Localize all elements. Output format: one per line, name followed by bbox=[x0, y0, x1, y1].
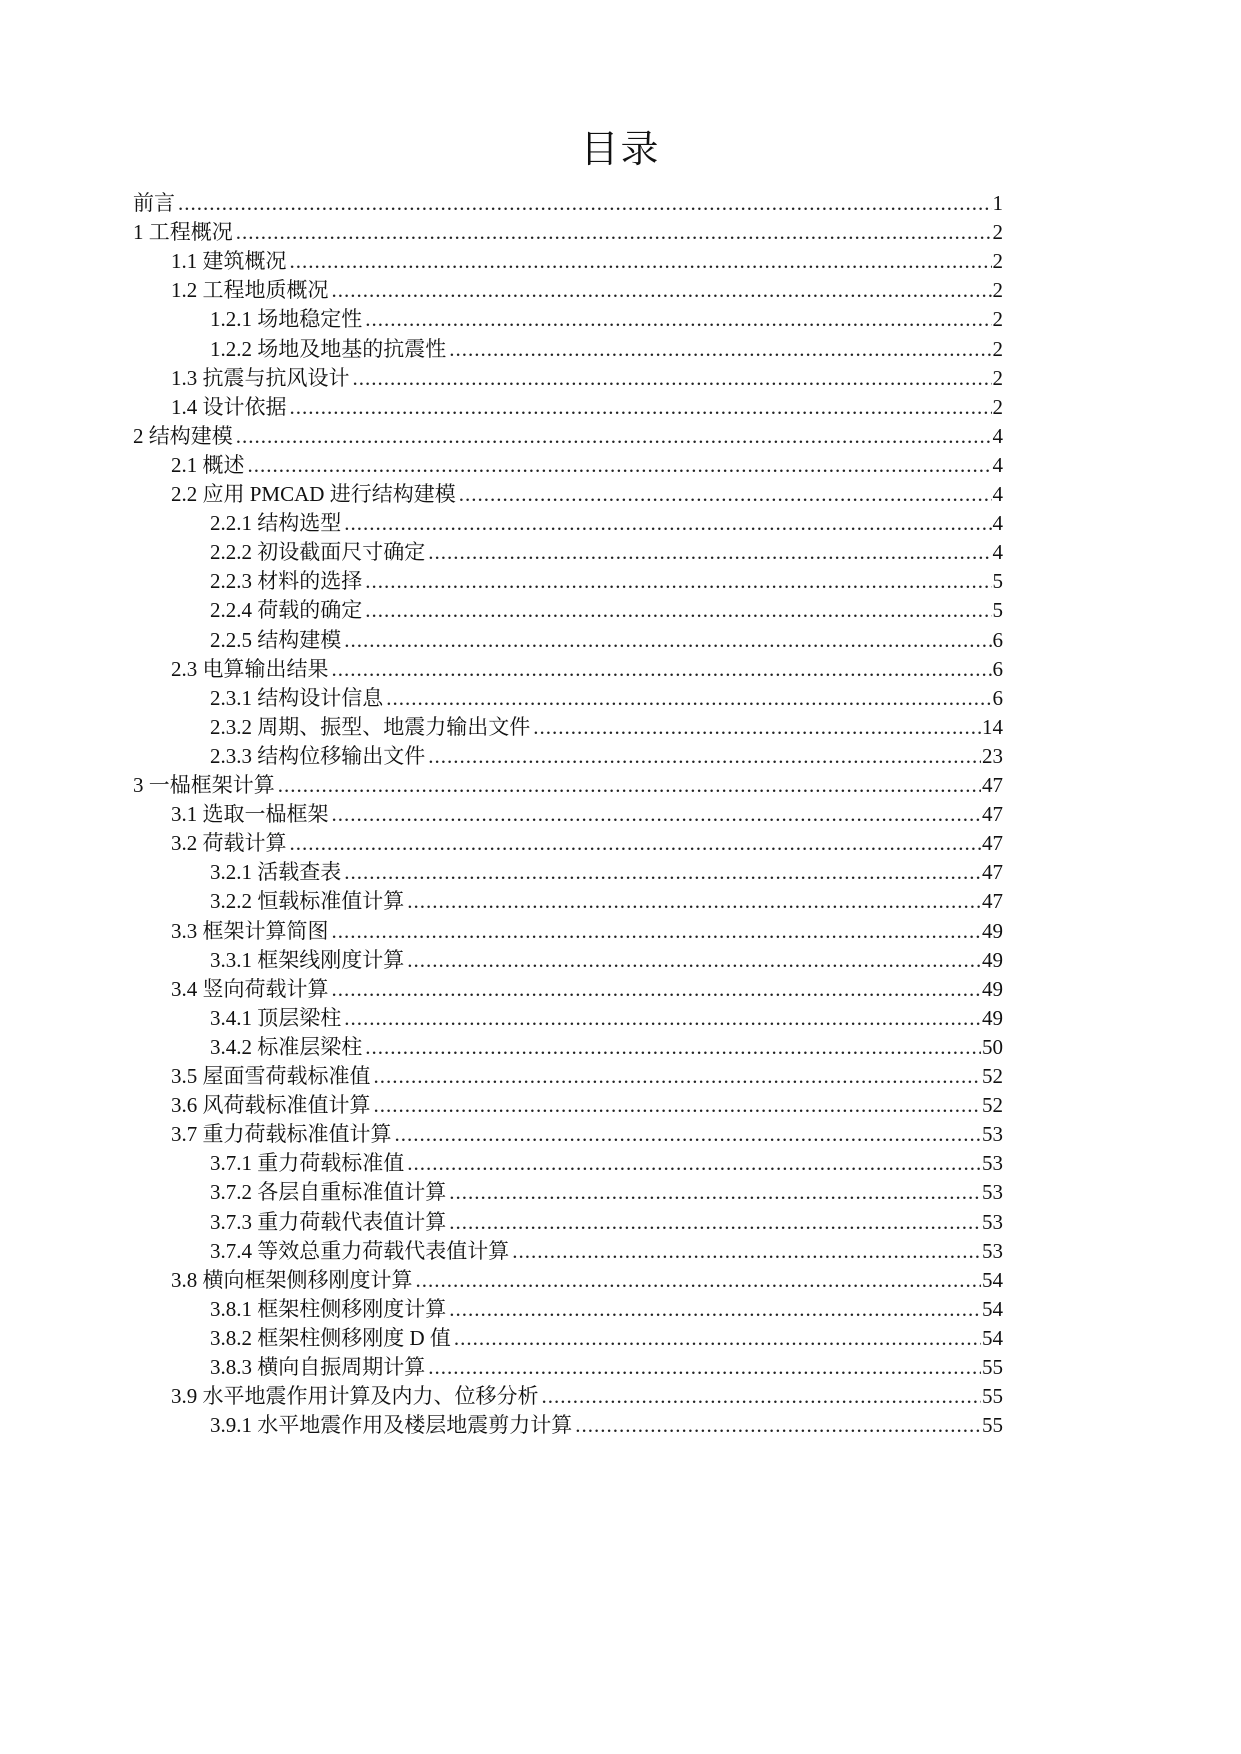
toc-entry-label: 2.3.2 周期、振型、地震力输出文件 bbox=[210, 714, 531, 739]
toc-entry[interactable] bbox=[210, 740, 1003, 772]
dot-leader bbox=[365, 594, 991, 626]
toc-page-number: 4 bbox=[992, 482, 1003, 506]
dot-leader bbox=[290, 827, 982, 859]
dot-leader bbox=[278, 769, 981, 801]
toc-entry[interactable] bbox=[210, 944, 1003, 976]
toc-page-number: 49 bbox=[982, 1005, 1003, 1030]
dot-leader bbox=[407, 885, 981, 917]
toc-page-number: 53 bbox=[982, 1209, 1003, 1234]
toc-entry[interactable] bbox=[210, 1351, 1003, 1383]
dot-leader bbox=[395, 1118, 982, 1150]
toc-page-number: 54 bbox=[982, 1296, 1003, 1321]
dot-leader bbox=[459, 478, 992, 510]
toc-entry-label: 2.3.1 结构设计信息 bbox=[210, 685, 384, 710]
toc-entry[interactable] bbox=[133, 187, 1003, 219]
dot-leader bbox=[454, 1322, 981, 1354]
toc-page-number: 49 bbox=[982, 947, 1003, 972]
toc-page-number: 2 bbox=[992, 394, 1003, 419]
dot-leader bbox=[248, 449, 992, 481]
toc-entry-label: 3.3.1 框架线刚度计算 bbox=[210, 947, 405, 972]
dot-leader bbox=[365, 565, 991, 597]
toc-entry-label: 2.2.1 结构选型 bbox=[210, 511, 342, 536]
dot-leader bbox=[290, 245, 992, 277]
dot-leader bbox=[365, 303, 991, 335]
toc-page-number: 4 bbox=[992, 452, 1003, 477]
dot-leader bbox=[407, 944, 981, 976]
toc-entry[interactable] bbox=[171, 391, 1003, 423]
toc-page-number: 5 bbox=[992, 598, 1003, 623]
dot-leader bbox=[374, 1089, 982, 1121]
toc-page-number: 52 bbox=[982, 1093, 1003, 1118]
toc-page-number: 55 bbox=[982, 1384, 1003, 1409]
dot-leader bbox=[449, 1176, 981, 1208]
toc-entry[interactable] bbox=[210, 856, 1003, 888]
toc-page-number: 2 bbox=[992, 220, 1003, 245]
toc-entry[interactable] bbox=[210, 536, 1003, 568]
toc-entry-label: 3.9.1 水平地震作用及楼层地震剪力计算 bbox=[210, 1413, 573, 1438]
toc-page-number: 53 bbox=[982, 1151, 1003, 1176]
toc-entry-label: 1.1 建筑概况 bbox=[171, 249, 287, 274]
toc-page-number: 6 bbox=[992, 627, 1003, 652]
dot-leader bbox=[512, 1235, 981, 1267]
toc-entry[interactable] bbox=[171, 1118, 1003, 1150]
dot-leader bbox=[428, 1351, 981, 1383]
dot-leader bbox=[178, 187, 992, 219]
dot-leader bbox=[386, 682, 991, 714]
toc-entry-label: 3.2.1 活载查表 bbox=[210, 860, 342, 885]
toc-entry-label: 2.2.4 荷载的确定 bbox=[210, 598, 363, 623]
dot-leader bbox=[449, 1206, 981, 1238]
toc-entry[interactable] bbox=[171, 915, 1003, 947]
dot-leader bbox=[542, 1380, 982, 1412]
dot-leader bbox=[332, 915, 982, 947]
toc-entry-label: 3.4.2 标准层梁柱 bbox=[210, 1034, 363, 1059]
toc-page-number: 52 bbox=[982, 1064, 1003, 1088]
toc-entry-label: 3.8.2 框架柱侧移刚度 D 值 bbox=[210, 1325, 451, 1350]
dot-leader bbox=[344, 1002, 981, 1034]
dot-leader bbox=[428, 740, 981, 772]
toc-entry[interactable] bbox=[210, 565, 1003, 597]
dot-leader bbox=[344, 507, 991, 539]
toc-page-number: 55 bbox=[982, 1413, 1003, 1438]
toc-entry[interactable] bbox=[210, 594, 1003, 626]
toc-entry[interactable] bbox=[210, 711, 1003, 743]
toc-entry-label: 2.2 应用 PMCAD 进行结构建模 bbox=[171, 482, 456, 506]
dot-leader bbox=[428, 536, 991, 568]
dot-leader bbox=[533, 711, 981, 743]
dot-leader bbox=[236, 420, 992, 452]
dot-leader bbox=[353, 362, 992, 394]
toc-entry[interactable] bbox=[210, 682, 1003, 714]
toc-page-number: 6 bbox=[992, 656, 1003, 681]
toc-entry[interactable] bbox=[171, 274, 1003, 306]
toc-page-number: 54 bbox=[982, 1267, 1003, 1292]
toc-entry-label: 2.3.3 结构位移输出文件 bbox=[210, 743, 426, 768]
toc-entry[interactable] bbox=[133, 769, 1003, 801]
toc-entry-label: 3.3 框架计算简图 bbox=[171, 918, 329, 943]
toc-entry-label: 1.2.1 场地稳定性 bbox=[210, 307, 363, 332]
toc-page-number: 49 bbox=[982, 918, 1003, 943]
toc-page-number: 47 bbox=[982, 860, 1003, 885]
toc-page-number: 53 bbox=[982, 1122, 1003, 1147]
toc-page-number: 2 bbox=[992, 365, 1003, 390]
toc-entry-label: 3.7.3 重力荷载代表值计算 bbox=[210, 1209, 447, 1234]
toc-entry[interactable] bbox=[210, 885, 1003, 917]
toc-page-number: 53 bbox=[982, 1180, 1003, 1205]
toc-entry-label: 2.3 电算输出结果 bbox=[171, 656, 329, 681]
toc-entry-label: 3.6 风荷载标准值计算 bbox=[171, 1093, 371, 1118]
toc-entry-label: 3.2 荷载计算 bbox=[171, 831, 287, 856]
toc-entry-label: 1 工程概况 bbox=[133, 220, 233, 245]
toc-entry[interactable] bbox=[171, 1060, 1003, 1092]
toc-entry[interactable] bbox=[171, 798, 1003, 830]
toc-entry-label: 3.8.1 框架柱侧移刚度计算 bbox=[210, 1296, 447, 1321]
toc-entry-label: 3.8 横向框架侧移刚度计算 bbox=[171, 1267, 413, 1292]
toc-page-number: 47 bbox=[982, 889, 1003, 914]
toc-entry-label: 2.1 概述 bbox=[171, 452, 245, 477]
toc-entry-label: 3.7 重力荷载标准值计算 bbox=[171, 1122, 392, 1147]
toc-entry[interactable] bbox=[210, 1235, 1003, 1267]
toc-entry-label: 1.4 设计依据 bbox=[171, 394, 287, 419]
dot-leader bbox=[236, 216, 992, 248]
toc-entry-label: 2.2.5 结构建模 bbox=[210, 627, 342, 652]
toc-entry[interactable] bbox=[133, 216, 1003, 248]
toc-entry-label: 3.8.3 横向自振周期计算 bbox=[210, 1355, 426, 1379]
toc-entry[interactable] bbox=[171, 478, 1003, 510]
toc-page-number: 55 bbox=[982, 1355, 1003, 1379]
toc-entry[interactable] bbox=[171, 1380, 1003, 1412]
toc-entry-label: 2 结构建模 bbox=[133, 423, 233, 448]
toc-entry[interactable] bbox=[171, 827, 1003, 859]
dot-leader bbox=[449, 1293, 981, 1325]
toc-entry[interactable] bbox=[171, 1264, 1003, 1296]
dot-leader bbox=[416, 1264, 982, 1296]
toc-entry-label: 2.2.3 材料的选择 bbox=[210, 569, 363, 594]
toc-entry[interactable] bbox=[210, 624, 1003, 656]
toc-page-number: 53 bbox=[982, 1238, 1003, 1263]
toc-page-number: 2 bbox=[992, 249, 1003, 274]
toc-entry-label: 3 一榀框架计算 bbox=[133, 773, 275, 797]
toc-page-number: 1 bbox=[992, 191, 1003, 215]
toc-entry[interactable] bbox=[171, 653, 1003, 685]
toc-entry[interactable] bbox=[171, 362, 1003, 394]
toc-entry[interactable] bbox=[210, 1147, 1003, 1179]
toc-page-number: 49 bbox=[982, 976, 1003, 1001]
dot-leader bbox=[332, 973, 982, 1005]
toc-entry-label: 3.7.4 等效总重力荷载代表值计算 bbox=[210, 1238, 510, 1263]
toc-entry[interactable] bbox=[210, 1206, 1003, 1238]
toc-entry[interactable] bbox=[210, 1002, 1003, 1034]
dot-leader bbox=[449, 333, 991, 365]
toc-entry[interactable] bbox=[210, 1293, 1003, 1325]
toc-entry-label: 3.2.2 恒载标准值计算 bbox=[210, 889, 405, 914]
toc-page-number: 23 bbox=[982, 743, 1003, 768]
dot-leader bbox=[332, 798, 982, 830]
toc-entry[interactable] bbox=[210, 1176, 1003, 1208]
toc-entry[interactable] bbox=[171, 1089, 1003, 1121]
page-title: 目录 bbox=[580, 127, 661, 171]
toc-entry[interactable] bbox=[210, 1322, 1003, 1354]
toc-page-number: 4 bbox=[992, 511, 1003, 536]
toc-page-number: 4 bbox=[992, 540, 1003, 565]
toc-entry-label: 3.7.1 重力荷载标准值 bbox=[210, 1151, 405, 1176]
toc-page-number: 47 bbox=[982, 773, 1003, 797]
toc-page-number: 6 bbox=[992, 685, 1003, 710]
dot-leader bbox=[575, 1409, 981, 1441]
toc-page-number: 2 bbox=[992, 278, 1003, 303]
toc-entry-label: 3.1 选取一榀框架 bbox=[171, 802, 329, 827]
toc-page-number: 5 bbox=[992, 569, 1003, 594]
dot-leader bbox=[407, 1147, 981, 1179]
dot-leader bbox=[344, 856, 981, 888]
toc-entry-label: 前言 bbox=[133, 191, 175, 215]
toc-page-number: 47 bbox=[982, 802, 1003, 827]
toc-page-number: 50 bbox=[982, 1034, 1003, 1059]
dot-leader bbox=[365, 1031, 981, 1063]
toc-page-number: 47 bbox=[982, 831, 1003, 856]
dot-leader bbox=[332, 653, 992, 685]
toc-entry[interactable] bbox=[171, 449, 1003, 481]
toc-entry[interactable] bbox=[210, 1409, 1003, 1441]
toc-page-number: 14 bbox=[982, 714, 1003, 739]
toc-entry[interactable] bbox=[210, 303, 1003, 335]
toc-entry-label: 2.2.2 初设截面尺寸确定 bbox=[210, 540, 426, 565]
toc-entry-label: 3.4.1 顶层梁柱 bbox=[210, 1005, 342, 1030]
toc-entry-label: 3.9 水平地震作用计算及内力、位移分析 bbox=[171, 1384, 539, 1409]
toc-entry-label: 3.5 屋面雪荷载标准值 bbox=[171, 1064, 371, 1088]
toc-page-number: 4 bbox=[992, 423, 1003, 448]
dot-leader bbox=[332, 274, 992, 306]
dot-leader bbox=[290, 391, 992, 423]
toc-entry-label: 1.3 抗震与抗风设计 bbox=[171, 365, 350, 390]
toc-page-number: 54 bbox=[982, 1325, 1003, 1350]
toc-entry[interactable] bbox=[133, 420, 1003, 452]
toc-entry[interactable] bbox=[210, 333, 1003, 365]
toc-entry-label: 1.2.2 场地及地基的抗震性 bbox=[210, 336, 447, 361]
toc-entry[interactable] bbox=[171, 245, 1003, 277]
toc-entry-label: 3.7.2 各层自重标准值计算 bbox=[210, 1180, 447, 1205]
toc-entry[interactable] bbox=[210, 507, 1003, 539]
toc-entry-label: 3.4 竖向荷载计算 bbox=[171, 976, 329, 1001]
toc-entry[interactable] bbox=[171, 973, 1003, 1005]
toc-page-number: 2 bbox=[992, 307, 1003, 332]
dot-leader bbox=[344, 624, 991, 656]
dot-leader bbox=[374, 1060, 982, 1092]
toc-entry[interactable] bbox=[210, 1031, 1003, 1063]
toc-page-number: 2 bbox=[992, 336, 1003, 361]
toc-entry-label: 1.2 工程地质概况 bbox=[171, 278, 329, 303]
